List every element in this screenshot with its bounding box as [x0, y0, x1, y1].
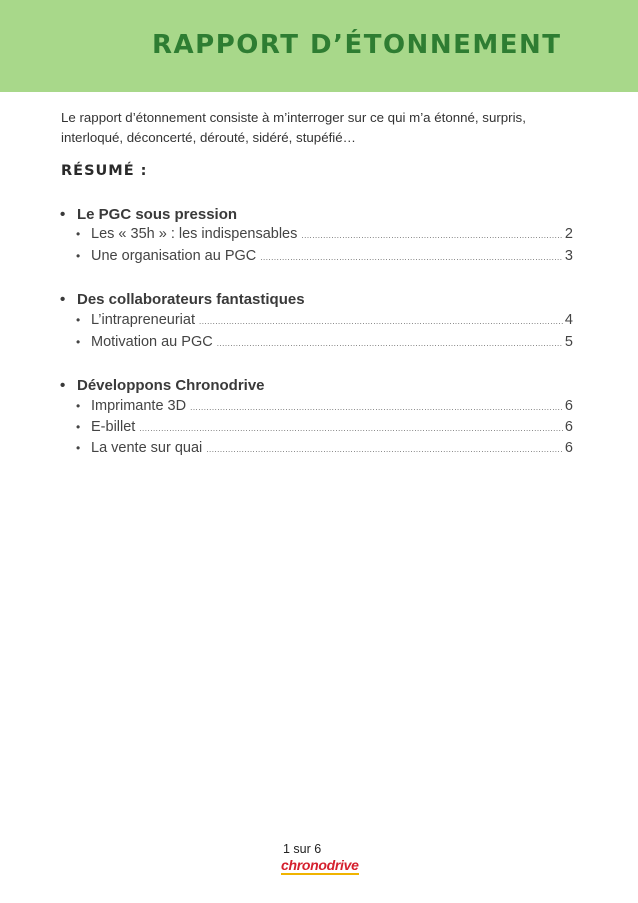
toc-entry-label: La vente sur quai: [91, 440, 203, 456]
bullet-icon: •: [60, 377, 66, 394]
toc-entry-page: 6: [564, 440, 573, 456]
toc-section-heading: • Développons Chronodrive: [60, 377, 265, 394]
bullet-icon: •: [76, 441, 81, 455]
toc-entry-label: Les « 35h » : les indispensables: [91, 226, 298, 242]
bullet-icon: •: [76, 249, 81, 263]
toc-entry[interactable]: [76, 226, 573, 242]
toc-entry-page: 6: [564, 398, 573, 414]
toc-entry-page: 5: [564, 334, 573, 350]
toc-entry-label: Imprimante 3D: [91, 398, 187, 414]
bullet-icon: •: [76, 335, 81, 349]
toc-entry-page: 2: [564, 226, 573, 242]
bullet-icon: •: [76, 313, 81, 327]
bullet-icon: •: [76, 420, 81, 434]
dot-leader: [190, 403, 563, 412]
toc-section-heading: • Des collaborateurs fantastiques: [60, 291, 305, 308]
page-title: RAPPORT D’ÉTONNEMENT: [152, 30, 562, 60]
bullet-icon: •: [76, 227, 81, 241]
toc-entry[interactable]: [76, 398, 573, 414]
toc-entry-label: L’intrapreneuriat: [91, 312, 195, 328]
toc-entry[interactable]: [76, 334, 573, 350]
toc-entry-page: 6: [564, 419, 573, 435]
toc-entry[interactable]: [76, 248, 573, 264]
dot-leader: [260, 253, 563, 262]
bullet-icon: •: [60, 206, 66, 223]
toc-entry-label: Motivation au PGC: [91, 334, 213, 350]
dot-leader: [217, 339, 563, 348]
toc-entry-label: E-billet: [91, 419, 136, 435]
header-banner: [0, 0, 638, 92]
bullet-icon: •: [60, 291, 66, 308]
toc-entry[interactable]: [76, 419, 573, 435]
summary-title: RÉSUMÉ :: [61, 163, 148, 179]
toc-entry[interactable]: [76, 312, 573, 328]
bullet-icon: •: [76, 399, 81, 413]
dot-leader: [199, 317, 563, 326]
toc-section-heading: • Le PGC sous pression: [60, 206, 238, 223]
toc-entry-page: 3: [564, 248, 573, 264]
dot-leader: [206, 445, 563, 454]
page-indicator: 1 sur 6: [283, 842, 322, 856]
dot-leader: [301, 231, 563, 240]
dot-leader: [139, 424, 563, 433]
chronodrive-logo: chronodrive: [281, 857, 359, 873]
toc-entry[interactable]: [76, 440, 573, 456]
toc-entry-page: 4: [564, 312, 573, 328]
intro-paragraph: Le rapport d’étonnement consiste à m’interroger sur ce qui m’a étonné, surpris, interloqué, déconcerté, dérouté, sidéré, stupéfié…: [61, 110, 526, 145]
toc-entry-label: Une organisation au PGC: [91, 248, 257, 264]
